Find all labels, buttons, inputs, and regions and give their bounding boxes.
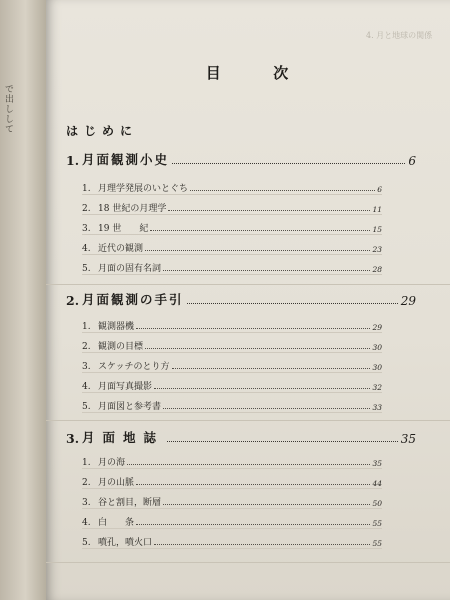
section-title: スケッチのとり方 (98, 362, 170, 372)
section-page: 23 (372, 245, 382, 254)
leader-dots (150, 230, 370, 231)
section-3-2 (82, 470, 382, 489)
section-title: 近代の観測 (98, 244, 144, 254)
chapter-2-entry (66, 290, 416, 308)
section-2-5 (82, 394, 382, 413)
left-page-edge (0, 0, 46, 600)
section-page: 44 (372, 479, 382, 488)
section-2-2 (82, 334, 382, 353)
section-page: 55 (372, 519, 382, 528)
leader-dots (154, 388, 370, 389)
section-title: 月面図と参考書 (98, 402, 162, 412)
left-page-text: で出しして (3, 84, 13, 134)
chapter-page: 6 (408, 154, 416, 168)
chapter-page: 35 (400, 432, 416, 446)
chapter-number: 2. (66, 293, 80, 308)
section-page: 11 (372, 205, 382, 214)
section-title: 18 世紀の月理学 (98, 204, 167, 214)
section-3-4 (82, 510, 382, 529)
section-page: 28 (372, 265, 382, 274)
section-page: 50 (372, 499, 382, 508)
section-title: 噴孔，噴火口 (98, 538, 153, 548)
section-number: 5. (82, 538, 91, 548)
leader-dots (145, 348, 370, 349)
leader-dots (163, 408, 370, 409)
section-page: 15 (372, 225, 382, 234)
section-number: 3. (82, 362, 91, 372)
section-2-3 (82, 354, 382, 373)
page-divider (46, 284, 450, 285)
section-number: 3. (82, 498, 91, 508)
section-title: 月面写真撮影 (98, 382, 153, 392)
chapter-title: 月面地誌 (82, 430, 165, 445)
chapter-3-entry (66, 428, 416, 446)
section-number: 5. (82, 402, 91, 412)
section-number: 5. (82, 264, 91, 274)
leader-dots (136, 524, 370, 525)
section-3-3 (82, 490, 382, 509)
section-page: 55 (372, 539, 382, 548)
chapter-1-entry (66, 150, 416, 168)
section-page: 6 (377, 185, 382, 194)
section-number: 2. (82, 204, 91, 214)
section-number: 4. (82, 382, 91, 392)
section-1-1 (82, 176, 382, 195)
section-page: 35 (372, 459, 382, 468)
section-title: 観測の目標 (98, 342, 144, 352)
section-number: 3. (82, 224, 91, 234)
leader-dots (127, 464, 370, 465)
leader-dots (136, 328, 370, 329)
section-title: 月の海 (98, 458, 126, 468)
section-title: 月理学発展のいとぐち (98, 184, 189, 194)
leader-dots (172, 368, 371, 369)
intro-entry: はじめに (66, 124, 139, 138)
section-title: 観測器機 (98, 322, 135, 332)
section-page: 29 (372, 323, 382, 332)
section-page: 33 (372, 403, 382, 412)
section-1-3 (82, 216, 382, 235)
chapter-title: 月面観測小史 (82, 152, 170, 167)
section-number: 2. (82, 342, 91, 352)
leader-dots (167, 441, 398, 442)
section-number: 1. (82, 184, 91, 194)
title-right-char: 次 (273, 64, 291, 82)
section-number: 2. (82, 478, 91, 488)
chapter-number: 3. (66, 431, 80, 446)
leader-dots (187, 303, 398, 304)
leader-dots (163, 504, 370, 505)
section-title: 19 世 紀 (98, 224, 149, 234)
section-page: 30 (372, 363, 382, 372)
section-title: 月の山脈 (98, 478, 135, 488)
section-page: 32 (372, 383, 382, 392)
section-1-2 (82, 196, 382, 215)
page-title (46, 62, 450, 83)
leader-dots (154, 544, 370, 545)
section-1-5 (82, 256, 382, 275)
toc-page (46, 0, 450, 600)
page-divider (46, 420, 450, 421)
leader-dots (190, 190, 375, 191)
leader-dots (145, 250, 370, 251)
section-title: 白 条 (98, 518, 135, 528)
section-number: 4. (82, 244, 91, 254)
chapter-page: 29 (400, 294, 416, 308)
leader-dots (168, 210, 370, 211)
section-3-1 (82, 450, 382, 469)
section-title: 谷と割目，断層 (98, 498, 162, 508)
chapter-title: 月面観測の手引 (82, 292, 184, 307)
section-page: 30 (372, 343, 382, 352)
chapter-number: 1. (66, 153, 80, 168)
page-divider (46, 562, 450, 563)
leader-dots (163, 270, 370, 271)
section-number: 1. (82, 322, 91, 332)
section-2-1 (82, 314, 382, 333)
section-number: 1. (82, 458, 91, 468)
leader-dots (136, 484, 370, 485)
section-title: 月面の固有名詞 (98, 264, 162, 274)
leader-dots (172, 163, 405, 164)
section-1-4 (82, 236, 382, 255)
title-left-char: 目 (205, 64, 223, 82)
section-3-5 (82, 530, 382, 549)
section-number: 4. (82, 518, 91, 528)
section-2-4 (82, 374, 382, 393)
bleed-through-text: 4. 月と地球の関係 (366, 31, 433, 40)
